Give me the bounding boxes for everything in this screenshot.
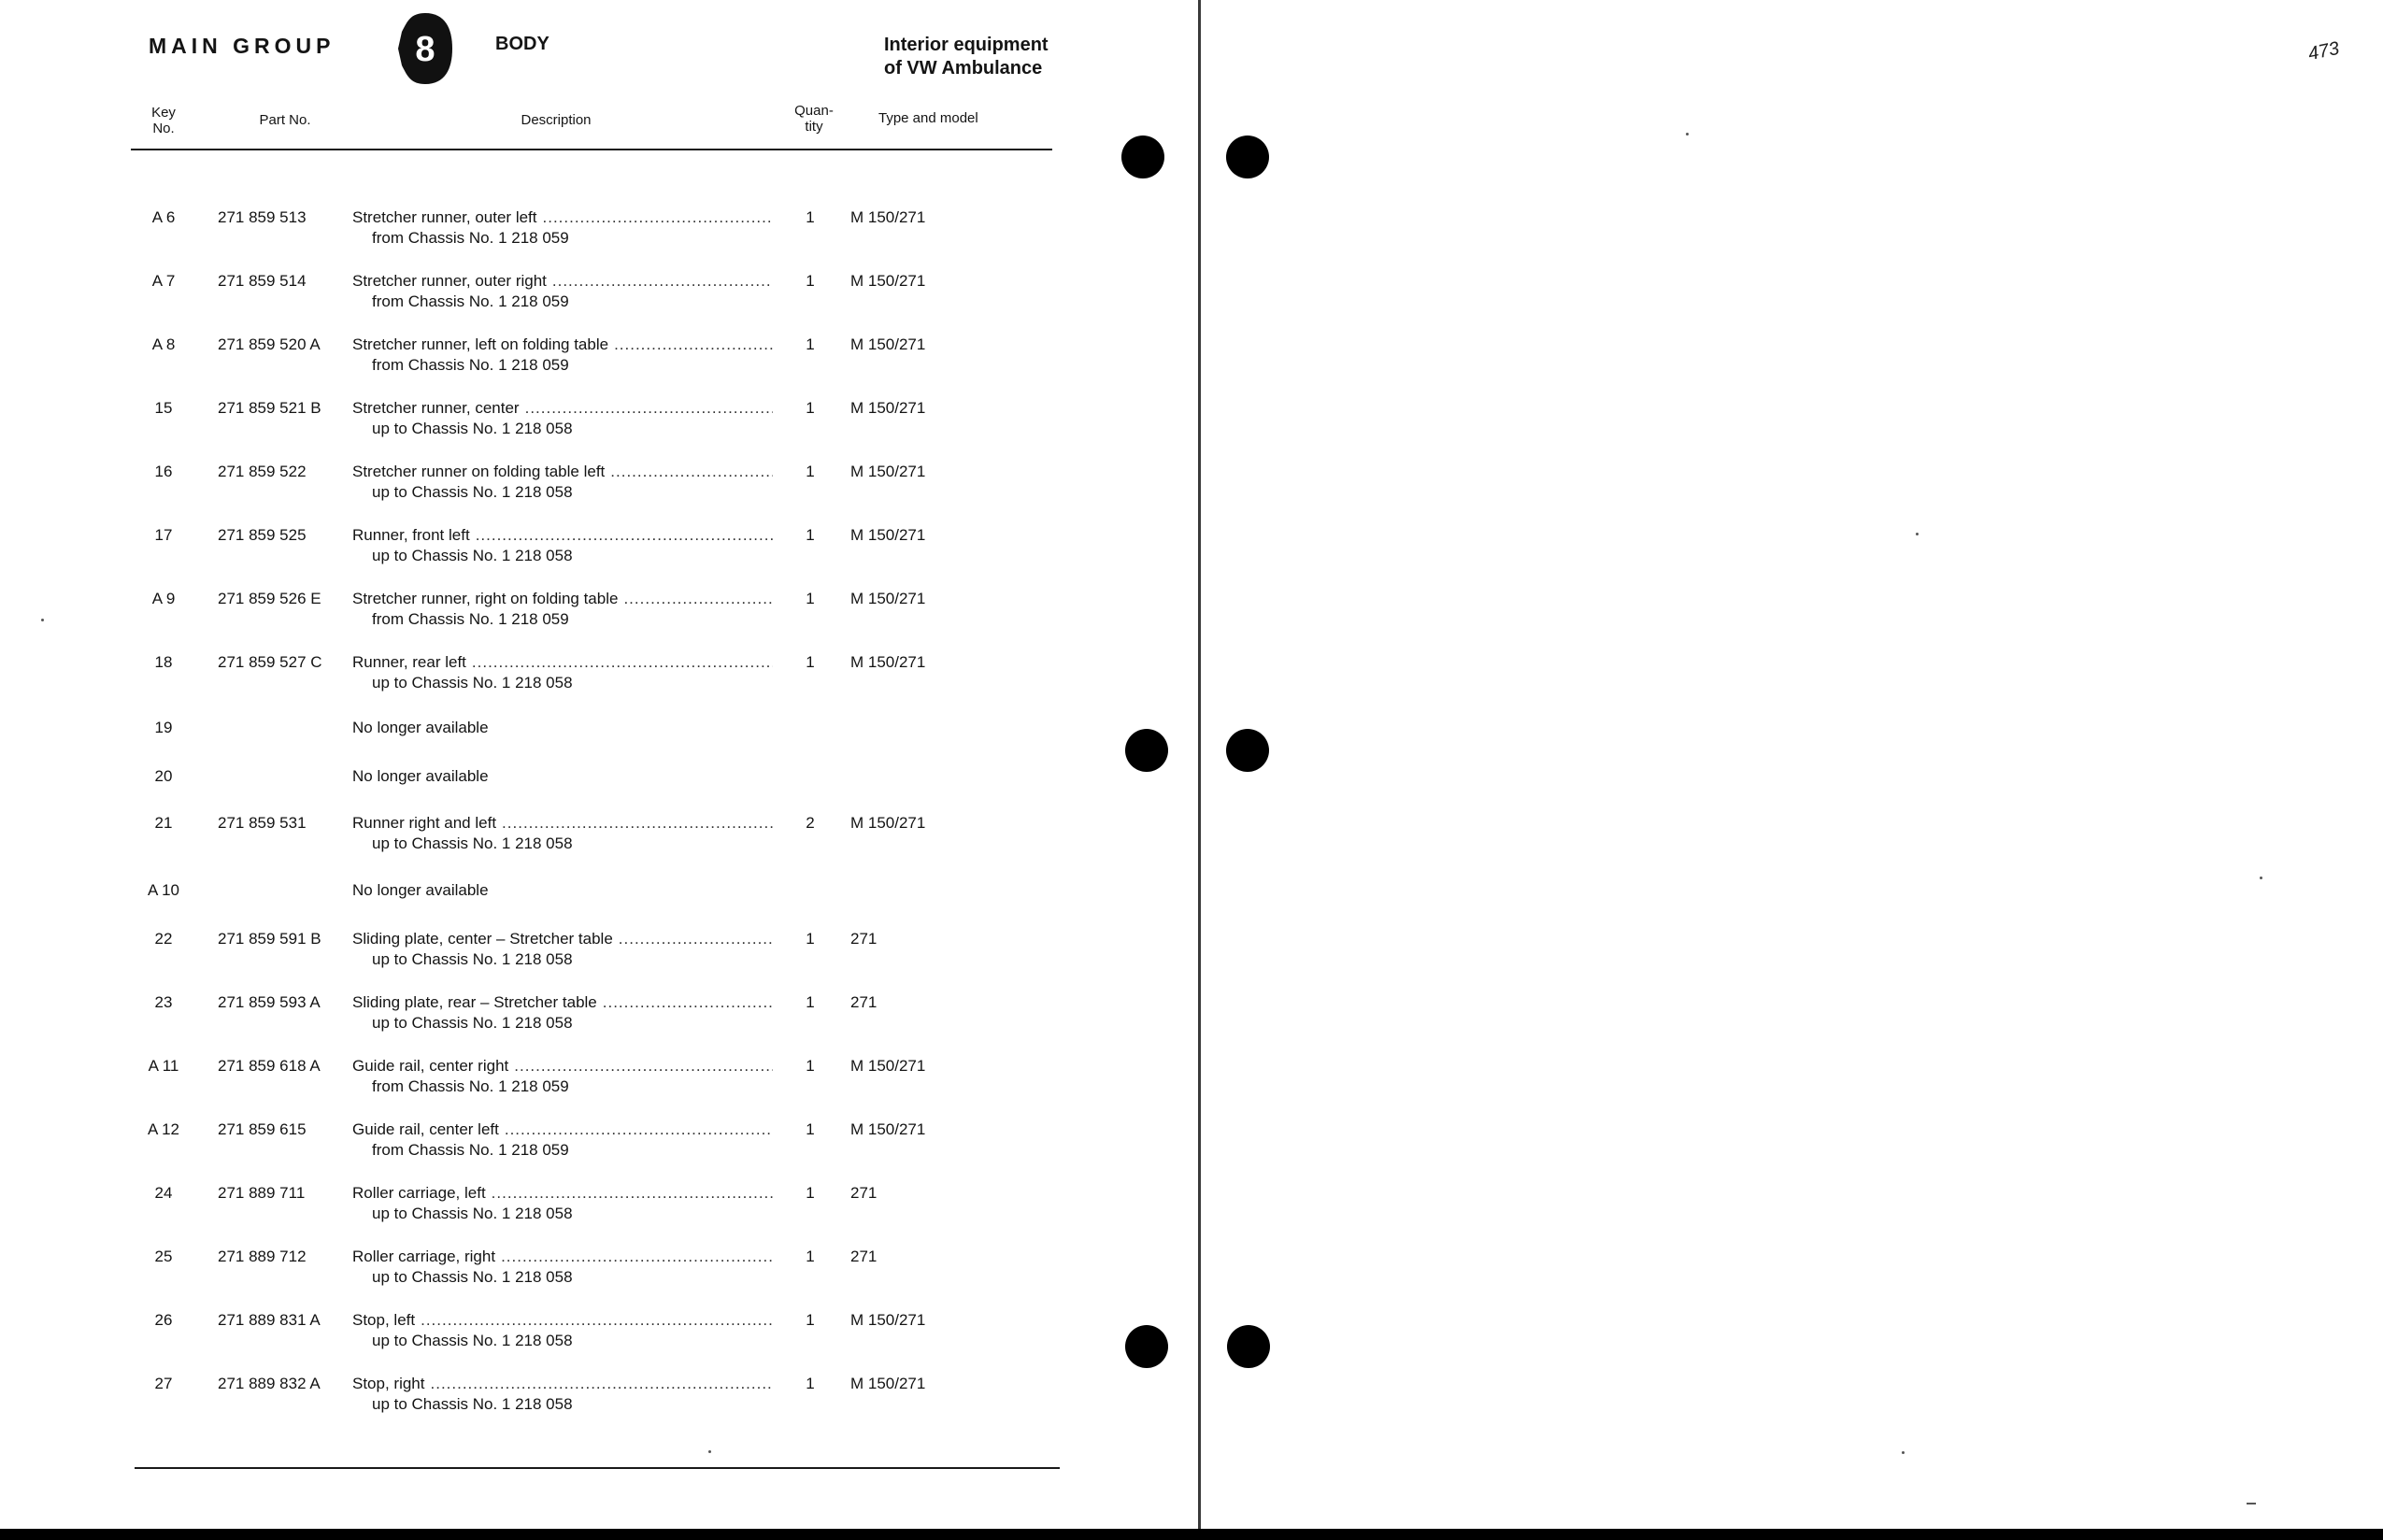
quantity: 1	[806, 653, 815, 671]
description	[352, 589, 773, 609]
key-number: 22	[154, 930, 173, 948]
description-text: Stop, left	[352, 1311, 416, 1329]
chassis-note: up to Chassis No. 1 218 058	[372, 834, 573, 852]
type-model: M 150/271	[850, 1375, 926, 1392]
part-number: 271 889 832 A	[218, 1375, 321, 1392]
description-text: Stretcher runner, center	[352, 399, 520, 417]
description	[352, 1310, 773, 1331]
key-number: 19	[154, 719, 173, 736]
chassis-note: from Chassis No. 1 218 059	[372, 610, 569, 628]
chassis-note: up to Chassis No. 1 218 058	[372, 950, 573, 968]
column-header-type-model: Type and model	[878, 110, 978, 126]
page-divider	[1198, 0, 1201, 1533]
parts-table	[0, 0, 1198, 1529]
description-text: Stretcher runner, left on folding table	[352, 335, 609, 353]
section-title: BODY	[495, 34, 549, 54]
quantity: 1	[806, 1120, 815, 1138]
leader-dots	[476, 525, 773, 546]
description	[352, 1119, 773, 1140]
description-text: Guide rail, center right	[352, 1057, 509, 1075]
table-row	[0, 992, 1198, 1039]
table-row	[0, 1119, 1198, 1166]
description-text: No longer available	[352, 719, 489, 736]
scan-bottom-edge	[0, 1529, 2383, 1540]
punch-hole	[1227, 1325, 1270, 1368]
quantity: 1	[806, 1248, 815, 1265]
scan-speck	[708, 1450, 711, 1453]
page-number: 473	[2305, 37, 2342, 65]
description-text: Sliding plate, rear – Stretcher table	[352, 993, 597, 1011]
table-row	[0, 207, 1198, 254]
type-model: M 150/271	[850, 399, 926, 417]
leader-dots	[431, 1374, 774, 1394]
page-title-line-1: Interior equipment	[884, 35, 1049, 55]
description	[352, 1056, 773, 1077]
scan-speck	[1916, 533, 1919, 535]
quantity: 1	[806, 993, 815, 1011]
table-row	[0, 589, 1198, 635]
chassis-note: up to Chassis No. 1 218 058	[372, 1395, 573, 1413]
type-model: 271	[850, 993, 878, 1011]
leader-dots	[614, 335, 773, 355]
key-number: 24	[154, 1184, 173, 1202]
chassis-note: from Chassis No. 1 218 059	[372, 356, 569, 374]
description-text: Guide rail, center left	[352, 1120, 499, 1138]
part-number: 271 889 712	[218, 1248, 307, 1265]
type-model: 271	[850, 930, 878, 948]
part-number: 271 859 526 E	[218, 590, 321, 607]
type-model: M 150/271	[850, 1311, 926, 1329]
part-number: 271 859 513	[218, 208, 307, 226]
type-model: M 150/271	[850, 208, 926, 226]
description	[352, 1183, 773, 1204]
chassis-note: up to Chassis No. 1 218 058	[372, 1014, 573, 1032]
key-number: A 8	[151, 335, 176, 353]
type-model: M 150/271	[850, 1057, 926, 1075]
type-model: M 150/271	[850, 814, 926, 832]
quantity: 1	[806, 208, 815, 226]
part-number: 271 889 831 A	[218, 1311, 321, 1329]
chassis-note: from Chassis No. 1 218 059	[372, 229, 569, 247]
type-model: M 150/271	[850, 335, 926, 353]
leader-dots	[610, 462, 773, 482]
scan-speck	[41, 619, 44, 621]
part-number: 271 859 520 A	[218, 335, 321, 353]
table-row	[0, 462, 1198, 508]
chassis-note: up to Chassis No. 1 218 058	[372, 674, 573, 692]
description	[352, 335, 773, 355]
key-number: 26	[154, 1311, 173, 1329]
description-text: Runner, rear left	[352, 653, 466, 671]
description	[352, 525, 773, 546]
description	[352, 1247, 773, 1267]
table-row	[0, 525, 1198, 572]
quantity: 1	[806, 590, 815, 607]
type-model: M 150/271	[850, 653, 926, 671]
description	[352, 652, 773, 673]
description	[352, 207, 773, 228]
quantity: 1	[806, 526, 815, 544]
part-number: 271 889 711	[218, 1184, 306, 1202]
key-number: A 11	[148, 1057, 179, 1075]
quantity: 2	[806, 814, 815, 832]
key-number: A 9	[151, 590, 176, 607]
chassis-note: up to Chassis No. 1 218 058	[372, 1268, 573, 1286]
part-number: 271 859 522	[218, 463, 307, 480]
type-model: M 150/271	[850, 272, 926, 290]
table-row	[0, 398, 1198, 445]
key-number: 21	[154, 814, 173, 832]
description-text: Stretcher runner on folding table left	[352, 463, 606, 480]
description-text: Stretcher runner, outer left	[352, 208, 537, 226]
page-title-line-2: of VW Ambulance	[884, 58, 1043, 78]
leader-dots	[525, 398, 773, 419]
type-model: M 150/271	[850, 463, 926, 480]
punch-hole	[1226, 729, 1269, 772]
scan-speck	[1686, 133, 1689, 135]
description	[352, 271, 773, 292]
chassis-note: up to Chassis No. 1 218 058	[372, 420, 573, 437]
scan-speck	[2247, 1503, 2256, 1504]
punch-hole	[1121, 135, 1164, 178]
leader-dots	[502, 813, 773, 834]
key-number: 16	[154, 463, 173, 480]
chassis-note: from Chassis No. 1 218 059	[372, 1141, 569, 1159]
leader-dots	[552, 271, 773, 292]
quantity: 1	[806, 1057, 815, 1075]
punch-hole	[1125, 1325, 1168, 1368]
description	[352, 1374, 773, 1394]
punch-hole	[1226, 135, 1269, 178]
chassis-note: up to Chassis No. 1 218 058	[372, 483, 573, 501]
table-row	[0, 1374, 1198, 1420]
key-number: A 12	[147, 1120, 180, 1138]
right-page	[1202, 0, 2383, 1529]
part-number: 271 859 525	[218, 526, 307, 544]
leader-dots	[421, 1310, 773, 1331]
description-text: Runner, front left	[352, 526, 470, 544]
key-number: 18	[154, 653, 173, 671]
leader-dots	[472, 652, 773, 673]
description	[352, 880, 773, 901]
main-group-label: MAIN GROUP	[149, 34, 335, 58]
table-row	[0, 1310, 1198, 1357]
leader-dots	[505, 1119, 773, 1140]
description-text: Roller carriage, right	[352, 1248, 496, 1265]
key-number: A 6	[151, 208, 176, 226]
punch-hole	[1125, 729, 1168, 772]
type-model: 271	[850, 1184, 878, 1202]
description-text: No longer available	[352, 881, 489, 899]
quantity: 1	[806, 463, 815, 480]
column-header-description: Description	[521, 112, 592, 128]
table-row	[0, 813, 1198, 860]
quantity: 1	[806, 930, 815, 948]
description	[352, 718, 773, 738]
description	[352, 398, 773, 419]
leader-dots	[492, 1183, 773, 1204]
quantity: 1	[806, 335, 815, 353]
chassis-note: up to Chassis No. 1 218 058	[372, 547, 573, 564]
scan-speck	[1902, 1451, 1905, 1454]
chassis-note: up to Chassis No. 1 218 058	[372, 1332, 573, 1349]
key-number: A 10	[147, 881, 180, 899]
scan-speck	[2260, 877, 2262, 879]
type-model: M 150/271	[850, 1120, 926, 1138]
type-model: 271	[850, 1248, 878, 1265]
description	[352, 992, 773, 1013]
description	[352, 462, 773, 482]
description-text: Roller carriage, left	[352, 1184, 486, 1202]
key-number: 20	[154, 767, 173, 785]
table-row	[0, 880, 1198, 927]
quantity: 1	[806, 1375, 815, 1392]
description-text: Stretcher runner, outer right	[352, 272, 547, 290]
chassis-note: from Chassis No. 1 218 059	[372, 292, 569, 310]
leader-dots	[501, 1247, 773, 1267]
table-row	[0, 766, 1198, 813]
type-model: M 150/271	[850, 590, 926, 607]
table-row	[0, 1183, 1198, 1230]
table-row	[0, 1056, 1198, 1103]
part-number: 271 859 514	[218, 272, 307, 290]
description-text: No longer available	[352, 767, 489, 785]
table-row	[0, 718, 1198, 764]
type-model: M 150/271	[850, 526, 926, 544]
table-row	[0, 929, 1198, 976]
leader-dots	[619, 929, 773, 949]
leader-dots	[514, 1056, 773, 1077]
description-text: Stretcher runner, right on folding table	[352, 590, 619, 607]
leader-dots	[603, 992, 773, 1013]
quantity: 1	[806, 272, 815, 290]
leader-dots	[543, 207, 774, 228]
quantity: 1	[806, 1184, 815, 1202]
description	[352, 813, 773, 834]
table-row	[0, 652, 1198, 699]
key-number: 15	[154, 399, 173, 417]
key-number: 27	[154, 1375, 173, 1392]
column-header-key-no: Key No.	[151, 105, 176, 136]
part-number: 271 859 521 B	[218, 399, 321, 417]
column-header-part-no: Part No.	[259, 112, 311, 128]
part-number: 271 859 591 B	[218, 930, 321, 948]
footer-rule	[135, 1467, 1060, 1469]
part-number: 271 859 615	[218, 1120, 307, 1138]
key-number: 23	[154, 993, 173, 1011]
description-text: Runner right and left	[352, 814, 497, 832]
table-row	[0, 335, 1198, 381]
key-number: 25	[154, 1248, 173, 1265]
group-number: 8	[415, 30, 435, 69]
quantity: 1	[806, 1311, 815, 1329]
description	[352, 929, 773, 949]
key-number: 17	[154, 526, 173, 544]
leader-dots	[623, 589, 773, 609]
table-row	[0, 1247, 1198, 1293]
description-text: Stop, right	[352, 1375, 425, 1392]
part-number: 271 859 531	[218, 814, 307, 832]
part-number: 271 859 593 A	[218, 993, 321, 1011]
quantity: 1	[806, 399, 815, 417]
description-text: Sliding plate, center – Stretcher table	[352, 930, 613, 948]
column-header-quantity: Quan- tity	[794, 103, 834, 135]
chassis-note: from Chassis No. 1 218 059	[372, 1077, 569, 1095]
key-number: A 7	[151, 272, 176, 290]
part-number: 271 859 527 C	[218, 653, 322, 671]
chassis-note: up to Chassis No. 1 218 058	[372, 1205, 573, 1222]
part-number: 271 859 618 A	[218, 1057, 321, 1075]
table-row	[0, 271, 1198, 318]
description	[352, 766, 773, 787]
